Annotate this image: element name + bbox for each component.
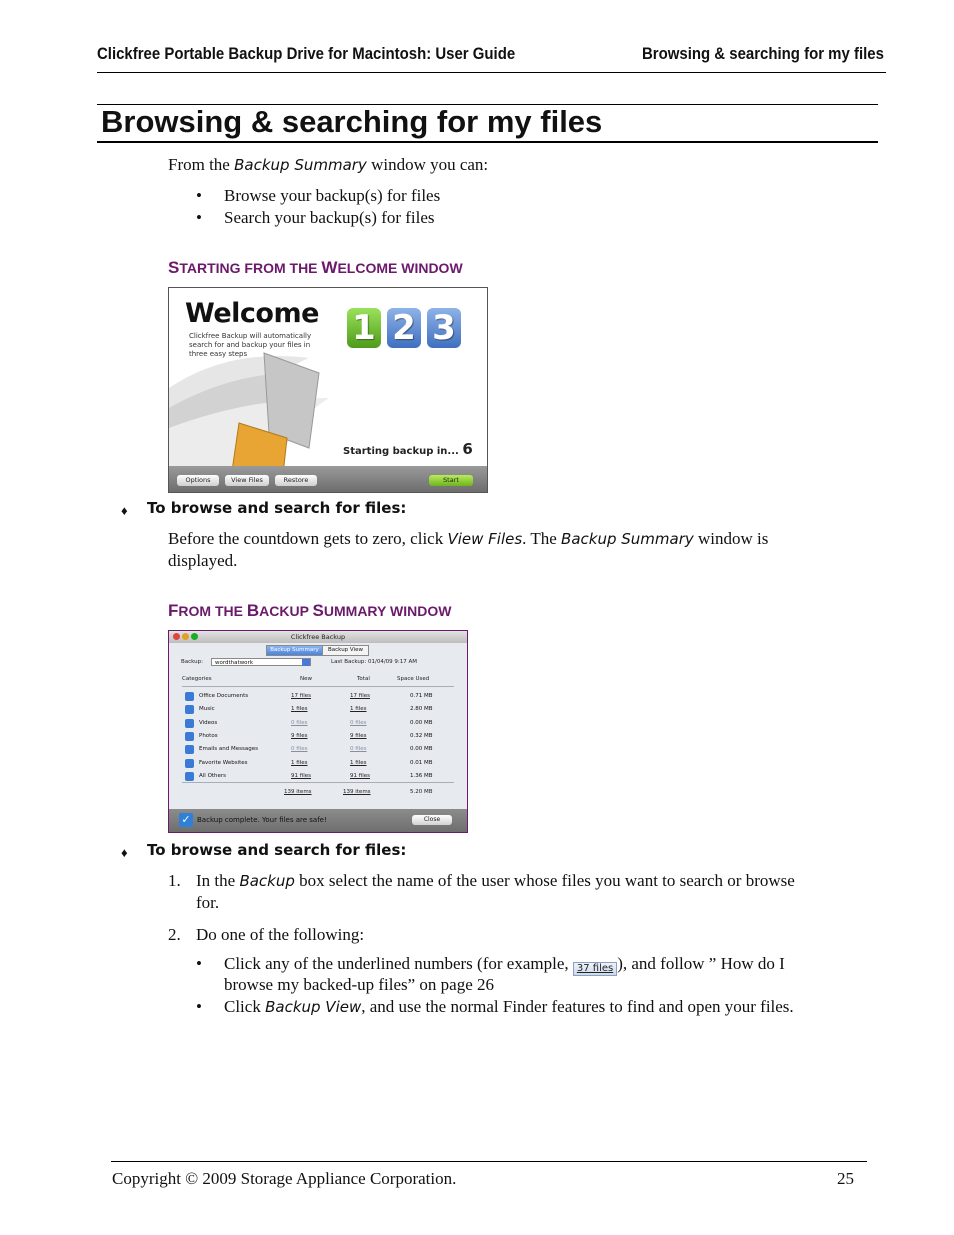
- procedure-marker: ♦: [121, 503, 128, 518]
- backup-select[interactable]: [211, 658, 311, 666]
- total-files-link[interactable]: 0 files: [350, 746, 367, 753]
- new-files-link[interactable]: 9 files: [291, 732, 308, 739]
- page-number: 25: [837, 1169, 854, 1188]
- total-files-link[interactable]: 1 files: [350, 706, 367, 713]
- zoom-dot[interactable]: [191, 633, 198, 640]
- page-title: Browsing & searching for my files: [101, 104, 603, 139]
- space-used: 0.71 MB: [410, 693, 433, 699]
- space-used: 1.36 MB: [410, 772, 433, 779]
- heading-text: UMMARY WINDOW: [323, 603, 452, 619]
- new-files-link[interactable]: 0 files: [291, 719, 308, 726]
- step-number: 1.: [168, 871, 181, 890]
- total-files-link[interactable]: 17 files: [350, 693, 370, 699]
- text-run: Before the countdown gets to zero, click: [168, 529, 448, 548]
- heading-cap: S: [312, 601, 324, 620]
- header-rule: [97, 72, 886, 73]
- total-space: 5.20 MB: [410, 789, 433, 795]
- table-row: [182, 704, 462, 717]
- text-run: Click any of the underlined numbers (for example,: [224, 954, 573, 973]
- text-italic: Backup View: [265, 998, 362, 1016]
- heading-cap: W: [321, 258, 338, 277]
- total-total[interactable]: 139 items: [343, 789, 371, 795]
- header-divider: [182, 686, 454, 687]
- text-run: Click: [224, 997, 266, 1016]
- status-bar: [169, 809, 467, 832]
- tab-backup-view[interactable]: Backup View: [322, 645, 369, 656]
- column-header: Space Used: [397, 676, 430, 682]
- heading-text: ROM THE: [178, 603, 247, 619]
- total-files-link[interactable]: 91 files: [350, 772, 370, 779]
- files-link-example: 37 files: [573, 962, 617, 976]
- procedure1-text: [168, 529, 768, 549]
- intro-italic: Backup Summary: [234, 156, 367, 174]
- totals-divider: [182, 782, 454, 783]
- backup-select-value: wordthatwork: [215, 660, 253, 666]
- step2-text: Do one of the following:: [196, 925, 365, 944]
- text-italic: Backup Summary: [561, 530, 694, 548]
- options-button[interactable]: Options: [177, 475, 219, 486]
- new-files-link[interactable]: 0 files: [291, 746, 308, 753]
- category-icon: [185, 732, 194, 741]
- text-italic: View Files: [447, 530, 523, 548]
- text-run: ), and follow ” How do I: [617, 954, 785, 973]
- intro-bullet: Search your backup(s) for files: [224, 208, 435, 227]
- option-bullet-2: [224, 997, 794, 1017]
- new-files-link[interactable]: 91 files: [291, 772, 311, 779]
- option-bullet-1-cont: browse my backed-up files” on page 26: [224, 975, 495, 994]
- category-icon: [185, 745, 194, 754]
- space-used: 2.80 MB: [410, 706, 433, 713]
- running-header-section: Browsing & searching for my files: [642, 44, 884, 63]
- intro-suffix: window you can:: [366, 155, 489, 174]
- heading-text: ELCOME WINDOW: [337, 260, 463, 276]
- space-used: 0.00 MB: [410, 719, 433, 726]
- title-rule-bottom: [97, 141, 878, 143]
- step1-text: [196, 871, 795, 891]
- heading-cap: S: [168, 258, 180, 277]
- category-name: All Others: [199, 772, 227, 779]
- space-used: 0.32 MB: [410, 732, 433, 739]
- heading-cap: B: [246, 601, 260, 620]
- close-dot[interactable]: [173, 633, 180, 640]
- category-name: Photos: [199, 732, 218, 739]
- backup-label: Backup:: [181, 659, 204, 665]
- window-title: Clickfree Backup: [290, 633, 346, 641]
- total-files-link[interactable]: 1 files: [350, 759, 367, 766]
- column-header: Total: [357, 676, 370, 682]
- table-row: [182, 691, 462, 704]
- section-heading-summary: [168, 601, 451, 621]
- category-icon: [185, 719, 194, 728]
- table-row: [182, 731, 462, 744]
- bullet-dot: •: [196, 997, 202, 1016]
- space-used: 0.00 MB: [410, 746, 433, 753]
- column-header: New: [300, 676, 312, 682]
- category-icon: [185, 705, 194, 714]
- select-arrow-icon: [302, 659, 310, 666]
- category-icon: [185, 772, 194, 781]
- section-heading-welcome: [168, 258, 463, 278]
- status-text: Backup complete. Your files are safe!: [197, 816, 327, 824]
- heading-cap: F: [168, 601, 179, 620]
- step-number: 2.: [168, 925, 181, 944]
- option-bullet-1: [224, 954, 785, 976]
- table-row: [182, 758, 462, 771]
- footer-rule: [111, 1161, 867, 1162]
- intro-prefix: From the: [168, 155, 235, 174]
- table-row: [182, 744, 462, 757]
- category-name: Music: [199, 706, 215, 713]
- category-icon: [185, 692, 194, 701]
- text-run: . The: [522, 529, 562, 548]
- text-run: , and use the normal Finder features to find and open your files.: [361, 997, 794, 1016]
- procedure-heading: To browse and search for files:: [147, 499, 407, 517]
- text-italic: Backup: [239, 872, 295, 890]
- welcome-button-bar: [169, 466, 487, 492]
- welcome-description: Clickfree Backup will automatically search for and backup your files in three easy steps: [189, 332, 312, 358]
- bullet-dot: •: [196, 186, 202, 205]
- welcome-title: Welcome: [185, 298, 319, 329]
- bullet-dot: •: [196, 208, 202, 227]
- step-badge: 3: [427, 308, 461, 348]
- welcome-window-screenshot: [168, 287, 488, 493]
- intro-text: [168, 155, 488, 175]
- step1-text-cont: for.: [196, 893, 220, 912]
- footer-copyright: Copyright © 2009 Storage Appliance Corporation.: [112, 1169, 457, 1188]
- text-run: In the: [196, 871, 240, 890]
- category-name: Videos: [199, 719, 218, 726]
- table-row: [182, 718, 462, 731]
- procedure1-text-cont: displayed.: [168, 551, 238, 570]
- total-files-link[interactable]: 9 files: [350, 732, 367, 739]
- last-backup: Last Backup: 01/04/09 9:17 AM: [331, 659, 418, 665]
- text-run: box select the name of the user whose files you want to search or browse: [294, 871, 795, 890]
- heading-text: TARTING FROM THE: [179, 260, 322, 276]
- window-titlebar: [169, 631, 467, 643]
- category-name: Emails and Messages: [199, 746, 258, 753]
- new-files-link[interactable]: 1 files: [291, 759, 308, 766]
- procedure-marker: ♦: [121, 845, 128, 860]
- countdown-text: [343, 440, 473, 458]
- countdown-value: 6: [462, 440, 473, 458]
- new-files-link[interactable]: 1 files: [291, 706, 308, 713]
- step-badge: 1: [347, 308, 381, 348]
- new-files-link[interactable]: 17 files: [291, 693, 311, 699]
- restore-button[interactable]: Restore: [275, 475, 317, 486]
- step-badge: 2: [387, 308, 421, 348]
- start-button[interactable]: Start: [429, 475, 473, 486]
- category-name: Office Documents: [199, 693, 249, 699]
- running-header-title: Clickfree Portable Backup Drive for Macintosh: User Guide: [97, 44, 516, 63]
- minimize-dot[interactable]: [182, 633, 189, 640]
- bullet-dot: •: [196, 954, 202, 973]
- procedure-heading: To browse and search for files:: [147, 841, 407, 859]
- total-files-link[interactable]: 0 files: [350, 719, 367, 726]
- text-run: window is: [693, 529, 769, 548]
- category-icon: [185, 759, 194, 768]
- total-new[interactable]: 139 items: [284, 789, 312, 795]
- heading-text: ACKUP: [259, 603, 313, 619]
- countdown-label: Starting backup in...: [343, 446, 459, 457]
- intro-bullet: Browse your backup(s) for files: [224, 186, 441, 205]
- space-used: 0.01 MB: [410, 759, 433, 766]
- view-files-button[interactable]: View Files: [225, 475, 269, 486]
- column-header: Categories: [182, 676, 212, 682]
- backup-summary-screenshot: [168, 630, 468, 833]
- tab-backup-summary[interactable]: Backup Summary: [266, 645, 323, 656]
- close-button[interactable]: Close: [412, 815, 452, 825]
- checkmark-icon: ✓: [179, 813, 193, 827]
- category-name: Favorite Websites: [199, 759, 248, 766]
